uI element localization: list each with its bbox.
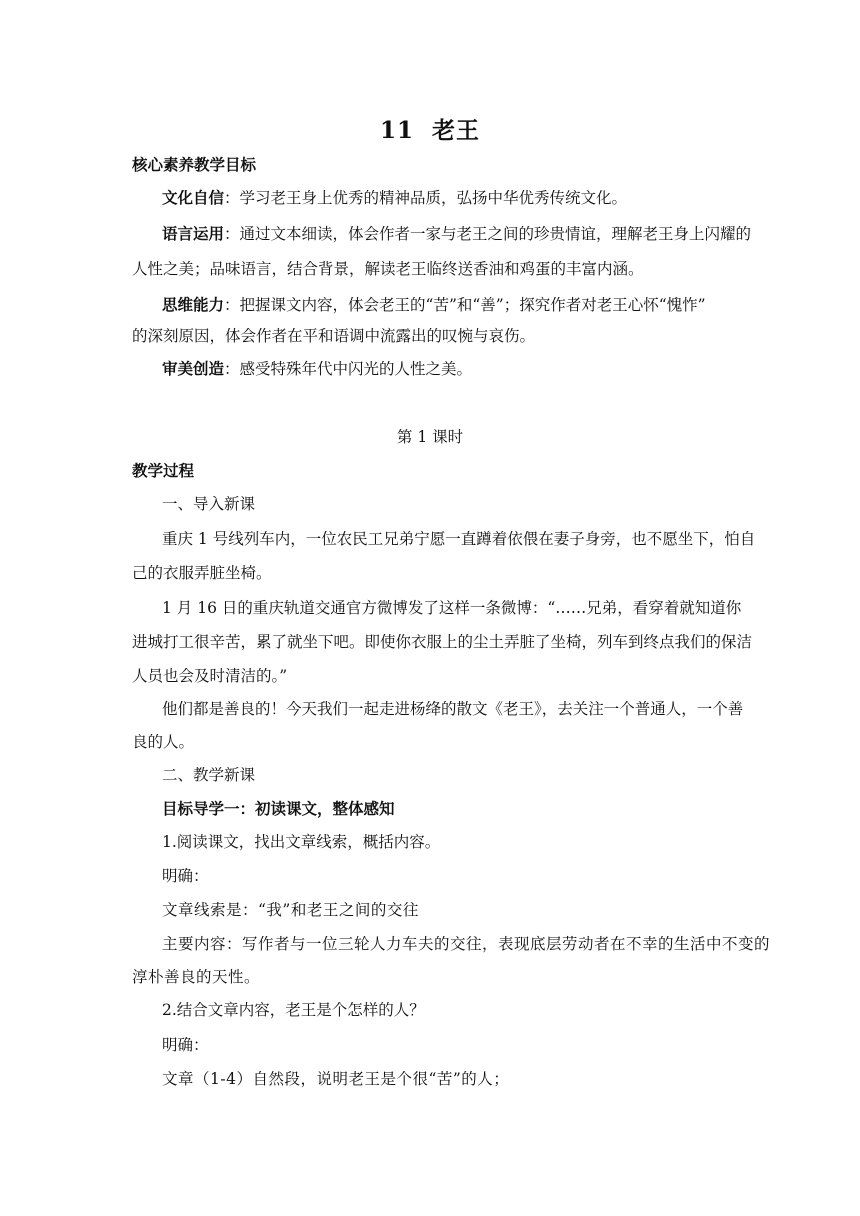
answer-line: 主要内容：写作者与一位三轮人力车夫的交往，表现底层劳动者在不幸的生活中不变的	[162, 935, 771, 953]
paragraph-line: 己的衣服弄脏坐椅。	[132, 564, 272, 582]
lesson-number: 11	[379, 117, 414, 144]
objective-text: ：通过文本细读，体会作者一家与老王之间的珍贵情谊，理解老王身上闪耀的	[224, 225, 752, 243]
lesson-period: 第 1 课时	[396, 428, 464, 446]
objective-label: 思维能力	[162, 296, 225, 314]
objective-text: ：把握课文内容，体会老王的“苦”和“善”；探究作者对老王心怀“愧怍”	[224, 296, 706, 314]
objective-text: ：学习老王身上优秀的精神品质，弘扬中华优秀传统文化。	[224, 189, 628, 207]
question: 1.阅读课文，找出文章线索，概括内容。	[162, 833, 441, 851]
answer-line: 文章（1-4）自然段，说明老王是个很“苦”的人；	[162, 1070, 510, 1088]
objectives-heading: 核心素养教学目标	[132, 156, 257, 174]
lesson-title	[0, 112, 860, 145]
section-heading: 二、教学新课	[162, 766, 256, 784]
objective-thinking-cont: 的深刻原因，体会作者在平和语调中流露出的叹惋与哀伤。	[132, 327, 536, 345]
goal-heading: 目标导学一：初读课文，整体感知	[162, 800, 395, 818]
process-heading: 教学过程	[132, 462, 195, 480]
objective-label: 审美创造	[162, 360, 225, 378]
objective-label: 文化自信	[162, 189, 225, 207]
paragraph-line: 良的人。	[132, 733, 195, 751]
objective-label: 语言运用	[162, 225, 225, 243]
paragraph-line: 重庆 1 号线列车内，一位农民工兄弟宁愿一直蹲着依偎在妻子身旁，也不愿坐下，怕自	[162, 530, 756, 548]
objective-thinking	[162, 295, 732, 315]
objective-language-cont: 人性之美；品味语言，结合背景，解读老王临终送香油和鸡蛋的丰富内涵。	[132, 260, 644, 278]
answer-line: 文章线索是：“我”和老王之间的交往	[162, 901, 419, 919]
section-heading: 一、导入新课	[162, 495, 256, 513]
objective-language	[162, 224, 752, 244]
lesson-name: 老王	[432, 117, 480, 144]
answer-line: 淳朴善良的天性。	[132, 968, 261, 986]
question: 2.结合文章内容，老王是个怎样的人？	[162, 1001, 425, 1019]
paragraph-line: 进城打工很辛苦，累了就坐下吧。即使你衣服上的尘土弄脏了坐椅，列车到终点我们的保洁	[132, 633, 753, 651]
objective-aesthetic	[162, 359, 732, 379]
paragraph-line: 他们都是善良的！今天我们一起走进杨绛的散文《老王》，去关注一个普通人，一个善	[162, 700, 744, 718]
paragraph-line: 人员也会及时清洁的。”	[132, 667, 288, 685]
answer-label: 明确：	[162, 867, 209, 885]
objective-text: ：感受特殊年代中闪光的人性之美。	[224, 360, 473, 378]
answer-label: 明确：	[162, 1036, 209, 1054]
objective-culture	[162, 188, 732, 208]
paragraph-line: 1 月 16 日的重庆轨道交通官方微博发了这样一条微博：“……兄弟，看穿着就知道你	[162, 599, 742, 617]
